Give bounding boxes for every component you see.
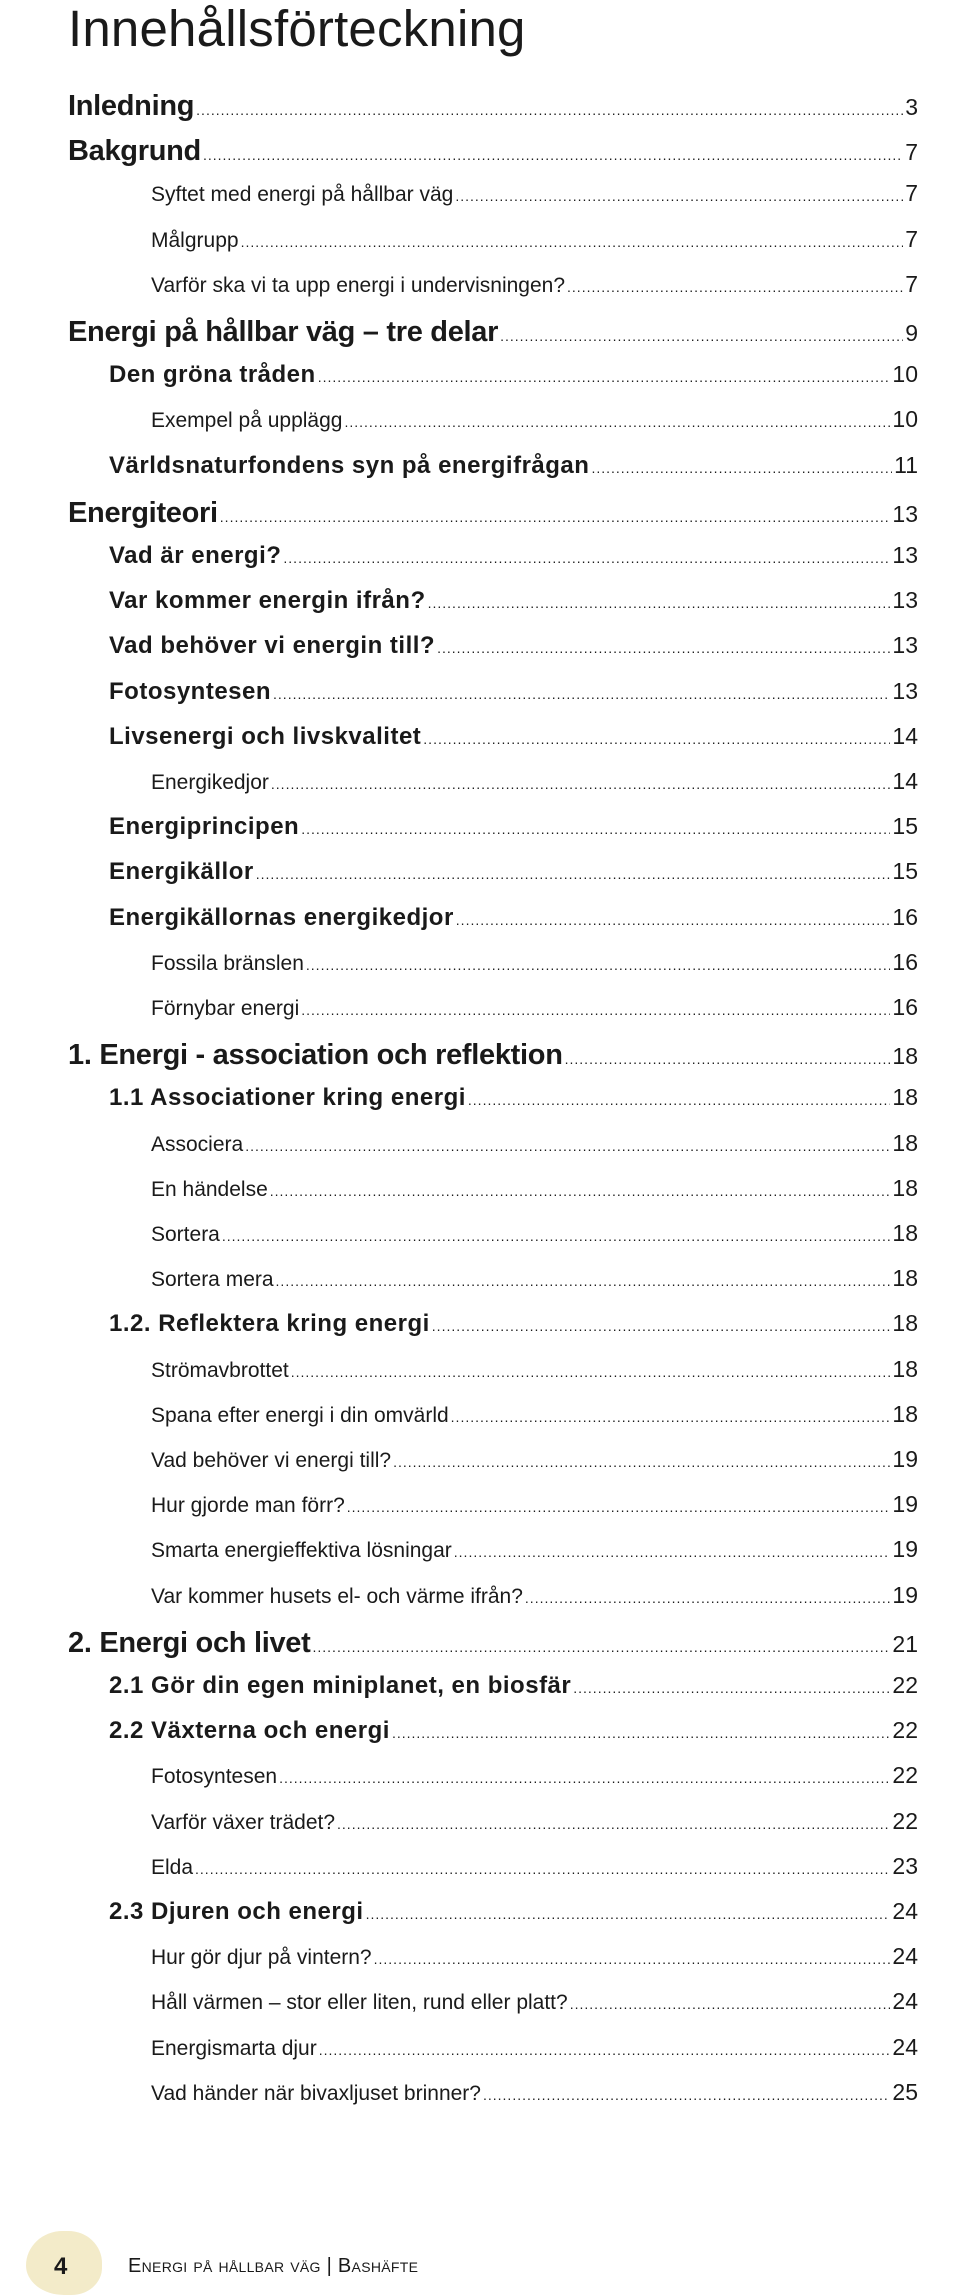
toc-entry-page-number: 24 bbox=[892, 1988, 918, 2015]
toc-entry-page-number: 21 bbox=[892, 1630, 918, 1657]
toc-entry-label: Inledning bbox=[68, 90, 195, 122]
toc-entry-label: Smarta energieffektiva lösningar bbox=[151, 1539, 452, 1563]
toc-entry-label: Energikedjor bbox=[151, 771, 269, 794]
toc-entry-page-number: 7 bbox=[905, 270, 918, 297]
dot-leader bbox=[245, 1138, 890, 1154]
toc-entry-page-number: 13 bbox=[892, 677, 918, 704]
toc-entry[interactable] bbox=[68, 316, 918, 349]
toc-entry[interactable] bbox=[68, 135, 918, 168]
toc-entry[interactable] bbox=[151, 1943, 918, 1970]
toc-entry[interactable] bbox=[151, 1446, 918, 1473]
toc-entry[interactable] bbox=[109, 361, 918, 389]
dot-leader bbox=[319, 2042, 891, 2058]
toc-entry-page-number: 18 bbox=[892, 1043, 918, 1070]
toc-entry-page-number: 9 bbox=[905, 320, 918, 346]
toc-entry-label: Fossila bränslen bbox=[151, 951, 304, 975]
toc-entry[interactable] bbox=[151, 1853, 918, 1880]
toc-entry[interactable] bbox=[151, 949, 918, 976]
dot-leader bbox=[279, 1770, 890, 1786]
toc-entry-label: Fotosyntesen bbox=[109, 677, 272, 705]
toc-entry[interactable] bbox=[151, 1762, 918, 1789]
toc-entry-page-number: 18 bbox=[892, 1129, 918, 1156]
toc-entry-label: Målgrupp bbox=[151, 228, 239, 252]
toc-entry-label: Förnybar energi bbox=[151, 997, 300, 1020]
footer-running-title bbox=[128, 2255, 418, 2278]
toc-entry-page-number: 13 bbox=[892, 500, 918, 527]
dot-leader bbox=[428, 595, 891, 611]
toc-entry[interactable] bbox=[109, 1672, 918, 1700]
toc-entry-label: Vad är energi? bbox=[109, 542, 282, 569]
toc-entry-label: Livsenergi och livskvalitet bbox=[109, 722, 422, 750]
toc-entry[interactable] bbox=[109, 452, 918, 480]
toc-entry-page-number: 16 bbox=[892, 903, 918, 930]
footer-publication-title: Energi på hållbar väg bbox=[128, 2255, 321, 2277]
toc-entry-label: Hur gör djur på vintern? bbox=[151, 1946, 372, 1970]
toc-entry-page-number: 22 bbox=[892, 1672, 918, 1698]
toc-entry-page-number: 7 bbox=[905, 225, 918, 252]
toc-entry-label: Energiteori bbox=[68, 496, 218, 529]
toc-entry-label: Associera bbox=[151, 1132, 244, 1156]
toc-entry[interactable] bbox=[68, 1627, 918, 1660]
toc-entry-label: Var kommer husets el- och värme ifrån? bbox=[151, 1584, 523, 1608]
dot-leader bbox=[291, 1364, 891, 1380]
dot-leader bbox=[222, 1228, 891, 1244]
dot-leader bbox=[347, 1499, 891, 1515]
toc-entry-label: Var kommer energin ifrån? bbox=[109, 587, 426, 615]
dot-leader bbox=[337, 1816, 890, 1832]
dot-leader bbox=[374, 1951, 891, 1967]
toc-entry-page-number: 18 bbox=[892, 1400, 918, 1427]
toc-entry-label: Energikällornas energikedjor bbox=[109, 903, 454, 931]
toc-entry[interactable] bbox=[109, 587, 918, 615]
toc-entry[interactable] bbox=[109, 904, 918, 932]
toc-entry[interactable] bbox=[109, 1084, 918, 1112]
dot-leader bbox=[306, 957, 891, 973]
toc-entry-page-number: 18 bbox=[892, 1084, 918, 1111]
toc-entry-page-number: 13 bbox=[892, 587, 918, 614]
toc-entry-page-number: 24 bbox=[892, 1943, 918, 1970]
toc-entry[interactable] bbox=[68, 90, 918, 123]
dot-leader bbox=[451, 1409, 891, 1425]
toc-entry-page-number: 24 bbox=[892, 1898, 918, 1924]
toc-entry-label: Energiprincipen bbox=[109, 813, 300, 841]
dot-leader bbox=[344, 414, 890, 430]
toc-entry[interactable] bbox=[151, 1265, 918, 1292]
toc-entry-page-number: 18 bbox=[892, 1355, 918, 1382]
toc-entry[interactable] bbox=[151, 2079, 918, 2106]
page-title: Innehållsförteckning bbox=[68, 0, 526, 57]
dot-leader bbox=[301, 821, 890, 837]
toc-entry[interactable] bbox=[151, 1988, 918, 2015]
toc-entry[interactable] bbox=[109, 1717, 918, 1745]
toc-entry[interactable] bbox=[109, 723, 918, 751]
toc-entry-page-number: 19 bbox=[892, 1581, 918, 1608]
toc-entry-page-number: 19 bbox=[892, 1446, 918, 1472]
toc-entry-page-number: 18 bbox=[892, 1310, 918, 1337]
toc-entry-label: Energismarta djur bbox=[151, 2036, 317, 2060]
dot-leader bbox=[195, 1861, 890, 1877]
dot-leader bbox=[525, 1590, 890, 1606]
toc-entry-page-number: 23 bbox=[892, 1852, 918, 1879]
toc-entry-label: 2.3 Djuren och energi bbox=[109, 1898, 364, 1925]
toc-entry[interactable] bbox=[151, 1175, 918, 1202]
toc-entry-page-number: 19 bbox=[892, 1491, 918, 1518]
toc-entry-page-number: 7 bbox=[905, 139, 918, 166]
toc-entry-page-number: 24 bbox=[892, 2033, 918, 2060]
dot-leader bbox=[468, 1092, 891, 1108]
toc-entry-page-number: 18 bbox=[892, 1220, 918, 1246]
toc-entry-page-number: 10 bbox=[892, 361, 918, 388]
dot-leader bbox=[456, 912, 891, 928]
dot-leader bbox=[283, 550, 890, 566]
toc-entry[interactable] bbox=[151, 994, 918, 1021]
dot-leader bbox=[455, 188, 903, 204]
dot-leader bbox=[423, 731, 890, 747]
toc-entry-page-number: 18 bbox=[892, 1265, 918, 1292]
toc-entry-page-number: 22 bbox=[892, 1807, 918, 1834]
dot-leader bbox=[570, 1996, 891, 2012]
dot-leader bbox=[432, 1318, 891, 1334]
toc-entry-page-number: 15 bbox=[892, 813, 918, 840]
toc-entry-label: 2.2 Växterna och energi bbox=[109, 1717, 390, 1745]
toc-entry-label: Strömavbrottet bbox=[151, 1358, 289, 1382]
dot-leader bbox=[301, 1002, 890, 1018]
toc-entry-label: 1.1 Associationer kring energi bbox=[109, 1084, 466, 1112]
toc-entry[interactable] bbox=[151, 226, 918, 253]
toc-entry-label: Energikällor bbox=[109, 858, 254, 886]
toc-entry[interactable] bbox=[109, 858, 918, 886]
dot-leader bbox=[203, 147, 903, 163]
toc-entry-label: Den gröna tråden bbox=[109, 361, 316, 389]
toc-entry-label: Håll värmen – stor eller liten, rund eller platt? bbox=[151, 1991, 568, 2015]
page-footer bbox=[0, 2215, 960, 2290]
toc-entry[interactable] bbox=[151, 1582, 918, 1609]
toc-entry[interactable] bbox=[109, 813, 918, 841]
toc-entry-label: Exempel på upplägg bbox=[151, 409, 343, 433]
footer-booklet-name: Bashäfte bbox=[337, 2255, 419, 2277]
toc-entry-label: Sortera mera bbox=[151, 1268, 274, 1292]
dot-leader bbox=[454, 1544, 891, 1560]
toc-entry-label: Sortera bbox=[151, 1223, 220, 1246]
toc-entry-page-number: 14 bbox=[892, 768, 918, 794]
page-number: 4 bbox=[54, 2253, 68, 2280]
toc-entry-page-number: 13 bbox=[892, 632, 918, 659]
toc-entry-label: En händelse bbox=[151, 1177, 268, 1201]
toc-entry[interactable] bbox=[151, 180, 918, 207]
dot-leader bbox=[241, 234, 904, 250]
toc-entry[interactable] bbox=[151, 2034, 918, 2061]
dot-leader bbox=[500, 328, 903, 344]
dot-leader bbox=[318, 369, 891, 385]
toc-entry-page-number: 7 bbox=[905, 180, 918, 207]
dot-leader bbox=[366, 1906, 891, 1922]
toc-entry-label: Fotosyntesen bbox=[151, 1765, 278, 1789]
toc-entry-label: Syftet med energi på hållbar väg bbox=[151, 183, 454, 207]
toc-entry-page-number: 18 bbox=[892, 1174, 918, 1201]
dot-leader bbox=[273, 686, 890, 702]
dot-leader bbox=[392, 1725, 890, 1741]
dot-leader bbox=[567, 279, 903, 295]
toc-entry-page-number: 10 bbox=[892, 406, 918, 433]
footer-separator: | bbox=[326, 2255, 333, 2277]
toc-entry-label: Varför växer trädet? bbox=[151, 1810, 336, 1834]
toc-entry[interactable] bbox=[151, 271, 918, 298]
dot-leader bbox=[270, 1183, 891, 1199]
toc-entry[interactable] bbox=[151, 1536, 918, 1563]
dot-leader bbox=[573, 1680, 890, 1696]
dot-leader bbox=[483, 2087, 890, 2103]
dot-leader bbox=[276, 1273, 891, 1289]
dot-leader bbox=[256, 866, 891, 882]
dot-leader bbox=[591, 460, 892, 476]
toc-entry-label: 2.1 Gör din egen miniplanet, en biosfär bbox=[109, 1672, 572, 1699]
toc-entry-label: Bakgrund bbox=[68, 135, 201, 168]
toc-entry-page-number: 19 bbox=[892, 1536, 918, 1563]
toc-entry-label: Energi på hållbar väg – tre delar bbox=[68, 316, 499, 348]
toc-entry-page-number: 11 bbox=[894, 451, 918, 478]
dot-leader bbox=[313, 1639, 891, 1655]
toc-entry[interactable] bbox=[109, 542, 918, 570]
toc-entry-page-number: 16 bbox=[892, 994, 918, 1020]
dot-leader bbox=[437, 640, 890, 656]
toc-entry-page-number: 13 bbox=[892, 542, 918, 568]
toc-entry-label: Världsnaturfondens syn på energifrågan bbox=[109, 451, 590, 479]
toc-entry[interactable] bbox=[68, 1039, 918, 1072]
toc-entry[interactable] bbox=[151, 1130, 918, 1157]
toc-entry[interactable] bbox=[109, 678, 918, 706]
toc-entry-label: Hur gjorde man förr? bbox=[151, 1494, 345, 1518]
toc-entry-label: 2. Energi och livet bbox=[68, 1626, 311, 1659]
dot-leader bbox=[271, 776, 891, 792]
toc-entry-label: Vad händer när bivaxljuset brinner? bbox=[151, 2081, 481, 2105]
toc-entry-page-number: 3 bbox=[905, 94, 918, 120]
toc-entry-label: Vad behöver vi energin till? bbox=[109, 632, 436, 660]
toc-entry-page-number: 14 bbox=[892, 722, 918, 749]
toc-entry[interactable] bbox=[151, 768, 918, 795]
toc-entry[interactable] bbox=[151, 1220, 918, 1247]
toc-entry-page-number: 15 bbox=[892, 858, 918, 885]
toc-entry[interactable] bbox=[151, 1808, 918, 1835]
toc-entry-label: Elda bbox=[151, 1855, 194, 1879]
dot-leader bbox=[565, 1051, 891, 1067]
dot-leader bbox=[196, 102, 903, 118]
toc-entry[interactable] bbox=[151, 406, 918, 433]
toc-entry-page-number: 25 bbox=[892, 2078, 918, 2105]
toc-entry[interactable] bbox=[151, 1401, 918, 1428]
toc-entry-label: Spana efter energi i din omvärld bbox=[151, 1403, 449, 1427]
toc-entry[interactable] bbox=[151, 1356, 918, 1383]
toc-entry-label: 1. Energi - association och reflektion bbox=[68, 1039, 563, 1072]
toc-entry-page-number: 22 bbox=[892, 1717, 918, 1744]
toc-entry[interactable] bbox=[109, 1310, 918, 1338]
dot-leader bbox=[220, 509, 891, 525]
toc-entry-page-number: 22 bbox=[892, 1762, 918, 1789]
toc-entry-page-number: 16 bbox=[892, 948, 918, 975]
toc-entry-label: Vad behöver vi energi till? bbox=[151, 1449, 392, 1472]
toc-entry[interactable] bbox=[109, 1898, 918, 1926]
toc-entry-label: Varför ska vi ta upp energi i undervisningen? bbox=[151, 273, 566, 297]
toc-entry[interactable] bbox=[109, 632, 918, 660]
toc-entry-label: 1.2. Reflektera kring energi bbox=[109, 1310, 430, 1338]
toc-entry[interactable] bbox=[151, 1491, 918, 1518]
dot-leader bbox=[393, 1454, 890, 1470]
toc-entry[interactable] bbox=[68, 497, 918, 530]
